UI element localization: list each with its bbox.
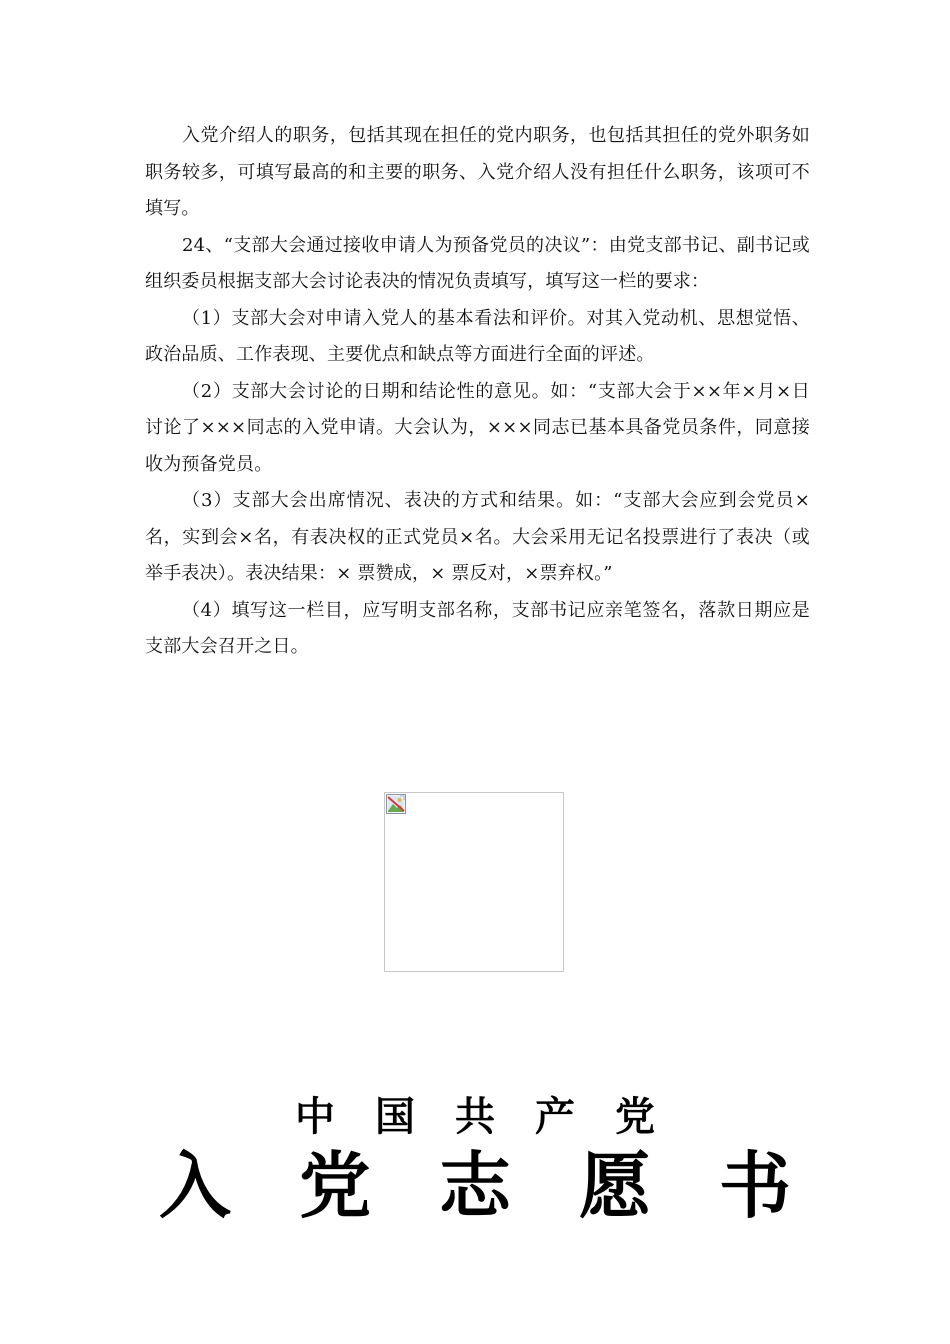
body-text: [145, 118, 810, 666]
cover-title: [0, 1090, 950, 1228]
paragraph-requirement-1: （1）支部大会对申请入党人的基本看法和评价。对其入党动机、思想觉悟、政治品质、工作表现、主要优点和缺点等方面进行全面的评述。: [145, 307, 810, 365]
title-application-form: 入党志愿书: [158, 1143, 859, 1228]
paragraph-requirement-2: （2）支部大会讨论的日期和结论性的意见。如：“支部大会于××年×月×日讨论了×××同志的入党申请。大会认为，×××同志已基本具备党员条件，同意接收为预备党员。: [145, 380, 810, 475]
title-party-name: 中国共产党: [295, 1094, 695, 1140]
paragraph-requirement-4: （4）填写这一栏目，应写明支部名称，支部书记应亲笔签名，落款日期应是支部大会召开之日。: [145, 599, 810, 657]
paragraph-introducer-duties: 入党介绍人的职务，包括其现在担任的党内职务，也包括其担任的党外职务如职务较多，可填写最高的和主要的职务、入党介绍人没有担任什么职务，该项可不填写。: [145, 125, 810, 219]
paragraph-requirement-3: （3）支部大会出席情况、表决的方式和结果。如：“支部大会应到会党员×名，实到会×名，有表决权的正式党员×名。大会采用无记名投票进行了表决（或举手表决）。表决结果：× 票赞成，× 票反对，×票弃权。”: [145, 490, 810, 584]
paragraph-item-24: 24、“支部大会通过接收申请人为预备党员的决议”：由党支部书记、副书记或组织委员根据支部大会讨论表决的情况负责填写，填写这一栏的要求：: [145, 234, 810, 292]
image-placeholder: [384, 792, 564, 972]
broken-image-icon: [386, 794, 406, 814]
